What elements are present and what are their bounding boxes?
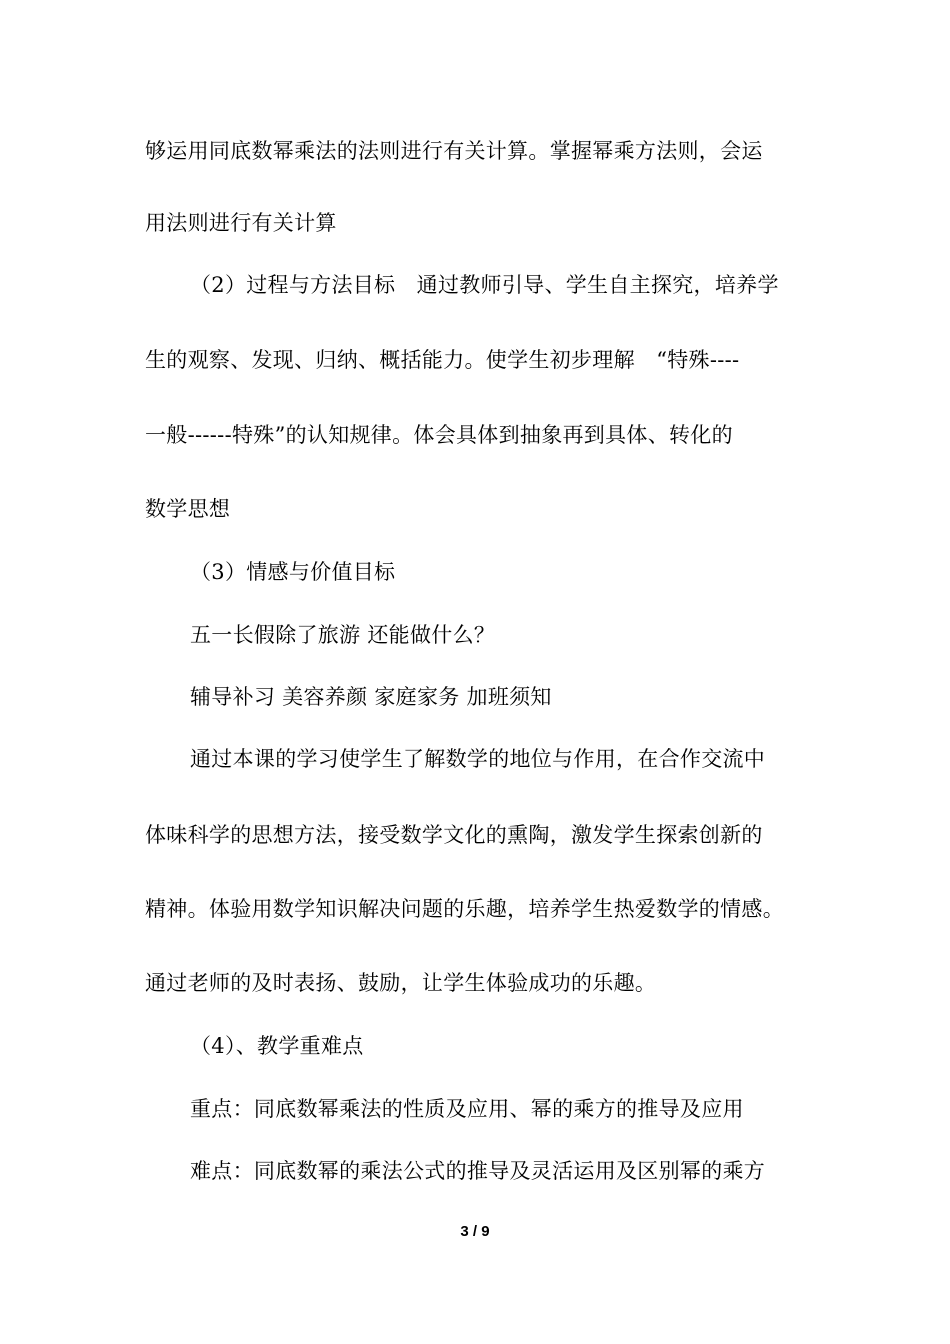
text-line: 通过本课的学习使学生了解数学的地位与作用，在合作交流中 bbox=[190, 747, 766, 771]
text-line: 辅导补习 美容养颜 家庭家务 加班须知 bbox=[190, 685, 552, 709]
page-number: 3 / 9 bbox=[460, 1223, 490, 1240]
text-line: （3）情感与价值目标 bbox=[190, 560, 396, 584]
text-line: （4）、教学重难点 bbox=[190, 1034, 364, 1058]
text-line: 通过老师的及时表扬、鼓励，让学生体验成功的乐趣。 bbox=[145, 971, 657, 995]
text-line: 数学思想 bbox=[145, 497, 231, 521]
text-line: 生的观察、发现、归纳、概括能力。使学生初步理解 “特殊---- bbox=[145, 348, 740, 372]
text-line: 五一长假除了旅游 还能做什么？ bbox=[190, 623, 496, 647]
text-line: 重点：同底数幂乘法的性质及应用、幂的乘方的推导及应用 bbox=[190, 1097, 744, 1121]
text-line: 用法则进行有关计算 bbox=[145, 211, 337, 235]
text-line: （2）过程与方法目标 通过教师引导、学生自主探究，培养学 bbox=[190, 273, 779, 297]
text-line: 一般------特殊”的认知规律。体会具体到抽象再到具体、转化的 bbox=[145, 423, 733, 447]
text-line: 难点：同底数幂的乘法公式的推导及灵活运用及区别幂的乘方 bbox=[190, 1159, 766, 1183]
text-line: 精神。体验用数学知识解决问题的乐趣，培养学生热爱数学的情感。 bbox=[145, 897, 784, 921]
text-line: 体味科学的思想方法，接受数学文化的熏陶，激发学生探索创新的 bbox=[145, 823, 763, 847]
text-line: 够运用同底数幂乘法的法则进行有关计算。掌握幂乘方法则，会运 bbox=[145, 139, 763, 163]
